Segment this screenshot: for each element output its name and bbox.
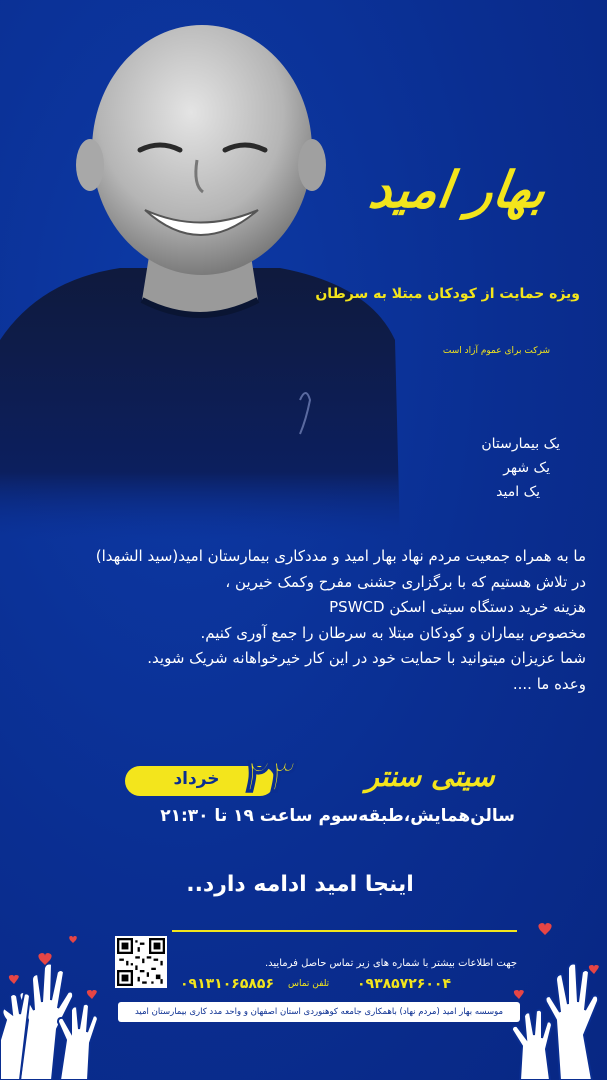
phone-number[interactable]: ۰۹۳۸۵۷۲۶۰۰۴: [357, 976, 451, 992]
description-line: در تلاش هستیم که با برگزاری جشنی مفرح وکمک خیرین ،: [225, 572, 586, 591]
event-month: خرداد: [173, 769, 220, 789]
event-venue: سالن‌همایش،طبقه‌سوم ساعت ۱۹ تا ۲۱:۳۰: [160, 806, 515, 826]
closing-line: اینجا امید ادامه دارد..: [186, 872, 414, 897]
description: [20, 544, 586, 697]
description-line: هزینه خرید دستگاه سیتی اسکن PSWCD: [329, 598, 586, 616]
description-line: وعده ما ....: [512, 674, 586, 693]
child-photo: [0, 0, 400, 540]
date-badge: [125, 748, 300, 802]
event-city: سیتی سنتر: [365, 760, 495, 793]
divider: [172, 930, 517, 932]
contact-info: جهت اطلاعات بیشتر با شماره های زیر تماس حاصل فرمایید.: [264, 958, 517, 969]
description-line: ما به همراه جمعیت مردم نهاد بهار امید و مددکاری بیمارستان امید(سید الشهدا): [95, 547, 586, 565]
description-line: شما عزیزان میتوانید با حمایت خود در این کار خیرخواهانه شریک شوید.: [147, 649, 586, 667]
raised-hands-left: [0, 900, 120, 1080]
description-line: مخصوص بیماران و کودکان مبتلا به سرطان را جمع آوری کنیم.: [200, 623, 586, 642]
phone-label: تلفن تماس: [288, 979, 330, 989]
phone-number[interactable]: ۰۹۱۳۱۰۶۵۸۵۶: [180, 976, 274, 992]
slogan-line: یک امید: [496, 484, 540, 500]
raised-hands-right: [500, 900, 607, 1080]
public-note: شرکت برای عموم آزاد است: [442, 346, 550, 356]
subtitle: ویژه حمایت از کودکان مبتلا به سرطان: [315, 286, 580, 302]
slogan: [400, 432, 560, 504]
slogan-line: یک شهر: [503, 460, 550, 476]
footer-credit: موسسه بهار امید (مردم نهاد) باهمکاری جامعه کوهنوردی استان اصفهان و واحد مدد کاری بیمارستان امید: [118, 1002, 520, 1022]
qr-code[interactable]: [115, 936, 167, 988]
slogan-line: یک بیمارستان: [481, 436, 560, 452]
phone-row: [172, 976, 517, 994]
event-day: ۲۳: [240, 748, 290, 802]
brand-title: بهار امید: [365, 161, 550, 219]
